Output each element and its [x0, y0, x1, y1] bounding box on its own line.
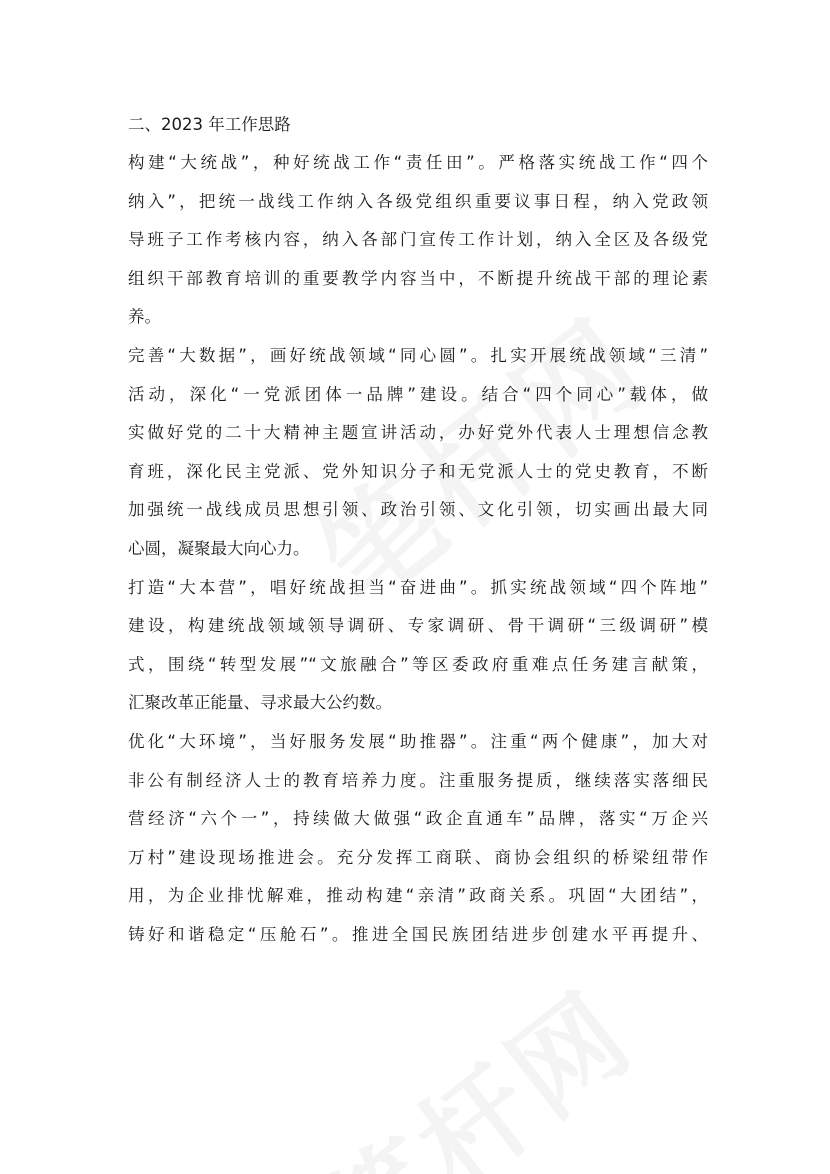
text-line: 纳入”，把统一战线工作纳入各级党组织重要议事日程，纳入党政领: [128, 191, 708, 211]
text-line: 加强统一战线成员思想引领、政治引领、文化引领，切实画出最大同: [128, 500, 708, 520]
text-line: 铸好和谐稳定“压舱石”。推进全国民族团结进步创建水平再提升、: [128, 924, 708, 944]
text-line: 养。: [128, 307, 161, 327]
text-line: 营经济“六个一”，持续做大做强“政企直通车”品牌，落实“万企兴: [128, 809, 708, 829]
text-line: 导班子工作考核内容，纳入各部门宣传工作计划，纳入全区及各级党: [128, 230, 708, 250]
text-line: 优化“大环境”，当好服务发展“助推器”。注重“两个健康”，加大对: [128, 731, 708, 751]
watermark-bottom: [288, 950, 660, 1174]
text-line: 构建“大统战”，种好统战工作“责任田”。严格落实统战工作“四个: [128, 153, 708, 172]
text-line: 非公有制经济人士的教育培养力度。注重服务提质，继续落实落细民: [128, 770, 708, 790]
document-body: [128, 106, 708, 954]
text-line: 活动，深化“一党派团体一品牌”建设。结合“四个同心”载体，做: [128, 384, 708, 404]
paragraph-base-camp: [128, 569, 708, 723]
text-line: 万村”建设现场推进会。充分发挥工商联、商协会组织的桥梁纽带作: [128, 847, 708, 867]
text-line: 建设，构建统战领域领导调研、专家调研、骨干调研“三级调研”模: [128, 616, 708, 636]
text-line: 实做好党的二十大精神主题宣讲活动，办好党外代表人士理想信念教: [128, 423, 708, 443]
text-line: 育班，深化民主党派、党外知识分子和无党派人士的党史教育，不断: [128, 461, 708, 481]
text-line: 打造“大本营”，唱好统战担当“奋进曲”。抓实统战领域“四个阵地”: [128, 577, 708, 597]
text-line: 完善“大数据”，画好统战领域“同心圆”。扎实开展统战领域“三清”: [128, 345, 708, 365]
paragraph-united-front: [128, 144, 708, 337]
text-line: 汇聚改革正能量、寻求最大公约数。: [128, 693, 392, 713]
text-line: 心圆，凝聚最大向心力。: [128, 538, 310, 558]
text-line: 组织干部教育培训的重要教学内容当中，不断提升统战干部的理论素: [128, 268, 708, 288]
text-line: 用，为企业排忧解难，推动构建“亲清”政商关系。巩固“大团结”，: [128, 886, 708, 906]
paragraph-big-data: [128, 337, 708, 569]
paragraph-environment: [128, 723, 708, 955]
section-heading: 二、2023 年工作思路: [128, 115, 291, 134]
text-line: 式，围绕“转型发展”“文旅融合”等区委政府重难点任务建言献策，: [128, 654, 708, 674]
